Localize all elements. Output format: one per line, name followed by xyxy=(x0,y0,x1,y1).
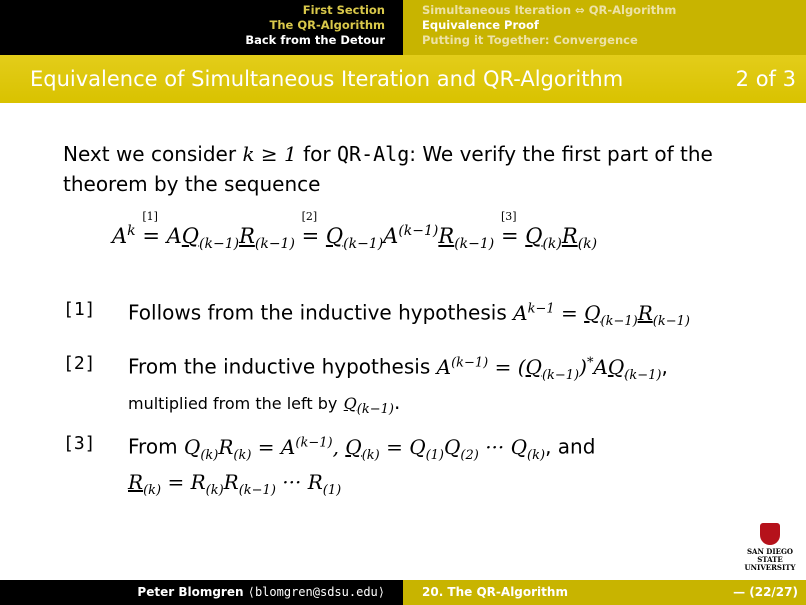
sdsu-shield-icon xyxy=(760,523,780,545)
section-link-first[interactable]: First Section xyxy=(302,3,385,17)
ref-text-2: From the inductive hypothesis $A^{(k-1)} = (Q_{(k-1)})^*AQ_{(k-1)}$, multiplied from the left by $Q_{(k-1)}$. xyxy=(128,354,668,417)
logo-text: SAN DIEGO STATE UNIVERSITY xyxy=(744,547,796,572)
footer-bar xyxy=(0,580,806,605)
intro-text: Next we consider k ≥ 1 for QR-Alg: We verify the first part of the theorem by the sequence xyxy=(63,142,713,196)
header-bar xyxy=(0,0,806,55)
subsection-nav xyxy=(403,0,806,55)
footer-talk: 20. The QR-Algorithm — (22/27) xyxy=(403,580,806,605)
ref-tag-1: [1] xyxy=(63,299,96,320)
section-link-qr[interactable]: The QR-Algorithm xyxy=(269,18,385,32)
frame-page-number: 2 of 3 xyxy=(735,67,796,91)
ref-tag-2: [2] xyxy=(63,353,96,374)
slide-content xyxy=(0,103,806,580)
footer-author: Peter Blomgren ⟨blomgren@sdsu.edu⟩ xyxy=(0,580,403,605)
subsection-link-simiter[interactable]: Simultaneous Iteration ⇔ QR-Algorithm xyxy=(422,3,677,17)
ref-text-3: From $Q_{(k)}R_{(k)} = A^{(k-1)}$, $Q_{(k)} = Q_{(1)}Q_{(2)}$ ··· $Q_{(k)}$, and $R_{(k)} = R_{(k)}R_{(k-1)}$ ··· $R_{(1)}$ xyxy=(128,434,596,498)
ref-tag-3: [3] xyxy=(63,433,96,454)
university-logo xyxy=(740,523,800,572)
subsection-link-proof[interactable]: Equivalence Proof xyxy=(422,18,539,32)
section-nav xyxy=(0,0,403,55)
frame-title-bar xyxy=(0,55,806,103)
ref-text-1: Follows from the inductive hypothesis $A^{k-1} = Q_{(k-1)}R_{(k-1)}$ xyxy=(128,300,690,329)
section-link-detour[interactable]: Back from the Detour xyxy=(245,33,385,47)
subsection-link-convergence[interactable]: Putting it Together: Convergence xyxy=(422,33,638,47)
main-equation: $A^k$ [1] = $AQ_{(k-1)}R_{(k-1)}$ [2] = $Q_{(k-1)}A^{(k-1)}R_{(k-1)}$ [3] = $Q_{(k)}R_{(k)}$ xyxy=(112,210,598,253)
footer-page-counter: — (22/27) xyxy=(733,585,798,599)
frame-title: Equivalence of Simultaneous Iteration and QR-Algorithm xyxy=(30,67,624,91)
qr-alg-code: QR-Alg xyxy=(336,142,410,166)
